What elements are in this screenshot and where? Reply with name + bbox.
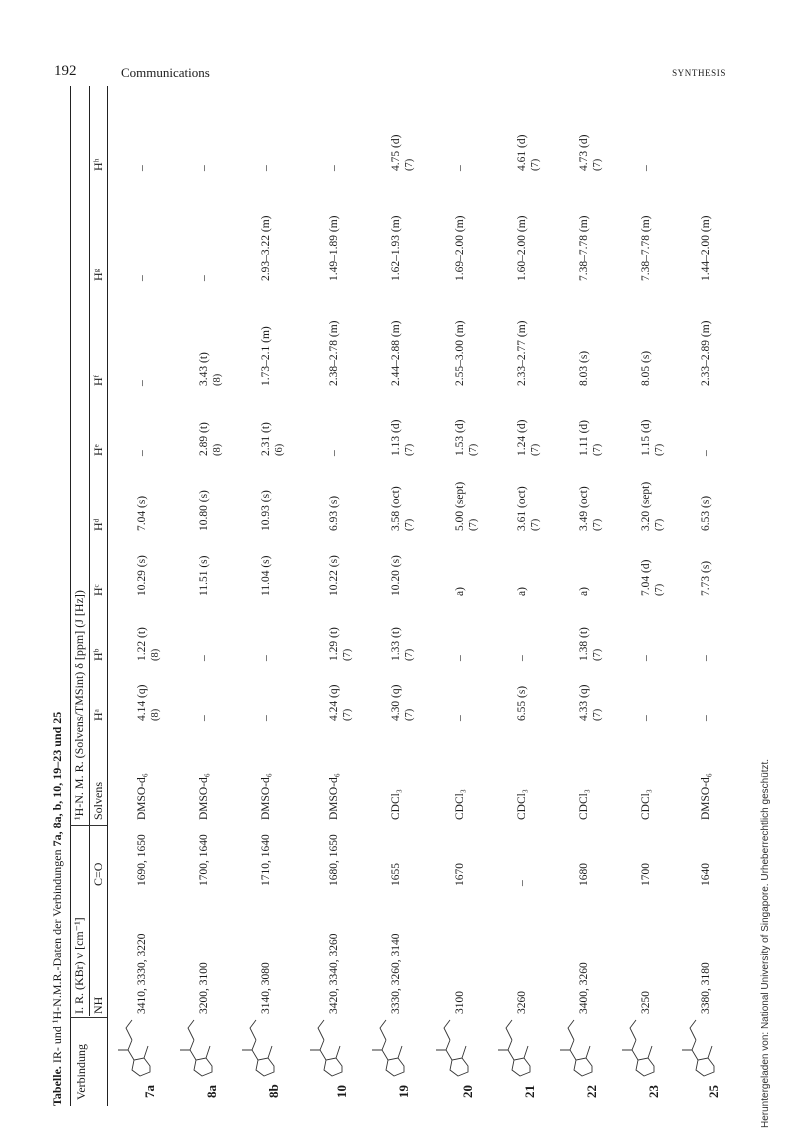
coupling-constant: (7): [654, 518, 665, 531]
coupling-constant: (7): [342, 708, 353, 721]
col-header-hg: Hᵍ: [91, 268, 105, 281]
coupling-constant: (7): [592, 648, 603, 661]
structure-diagram: [110, 1014, 160, 1080]
structure-diagram: [302, 1014, 352, 1080]
cell-he: [390, 420, 416, 456]
cell-solvens: [328, 773, 341, 820]
cell-hf: [578, 351, 591, 386]
compound-label: 7a: [142, 1085, 157, 1098]
cell-value: 6.55 (s): [516, 685, 528, 721]
cell-nh: [260, 962, 273, 1014]
cell-value: DMSO-d₆: [136, 773, 148, 820]
structure-diagram: [490, 1014, 540, 1080]
cell-hh: [640, 165, 653, 171]
col-header-hf: Hᶠ: [91, 374, 105, 386]
cell-hb: [328, 627, 354, 661]
coupling-constant: (7): [592, 158, 603, 171]
cell-value: 7.38–7.78 (m): [578, 215, 590, 281]
cell-ha: [640, 715, 653, 721]
cell-value: –: [260, 715, 272, 721]
cell-value: 1.11 (d): [578, 420, 590, 456]
cell-hb: [516, 655, 529, 661]
cell-value: –: [454, 715, 466, 721]
cell-he: [260, 422, 286, 456]
caption-label: Tabelle.: [50, 1066, 64, 1106]
cell-value: –: [260, 165, 272, 171]
cell-value: 1.44–2.00 (m): [700, 215, 712, 281]
structure-diagram: [674, 1014, 724, 1080]
cell-value: 3250: [640, 991, 652, 1014]
cell-solvens: [640, 789, 653, 820]
header-mid-rule: [89, 86, 90, 1016]
cell-value: –: [260, 655, 272, 661]
cell-value: 8.05 (s): [640, 350, 652, 386]
col-header-ha: Hᵃ: [91, 709, 105, 721]
cell-value: 1.53 (d): [454, 419, 466, 456]
structure-diagram: [172, 1014, 222, 1080]
coupling-constant: (7): [404, 518, 415, 531]
cell-value: DMSO-d₆: [700, 773, 712, 820]
cell-value: 3380, 3180: [700, 962, 712, 1014]
compound-label: 23: [646, 1085, 661, 1098]
cell-hf: [454, 321, 467, 386]
cell-value: –: [700, 450, 712, 456]
cell-value: 1700, 1640: [198, 834, 210, 886]
journal-section: Communications: [121, 65, 210, 80]
col-header-solvens: Solvens: [91, 781, 105, 820]
cell-value: 10.22 (s): [328, 555, 340, 596]
cell-value: 2.31 (t): [260, 422, 272, 456]
cell-value: –: [136, 450, 148, 456]
cell-he: [516, 420, 542, 456]
cell-hc: [390, 555, 403, 596]
coupling-constant: (7): [468, 443, 479, 456]
cell-value: 3.20 (sept): [640, 481, 652, 531]
col-header-hh: Hʰ: [91, 158, 105, 171]
cell-hg: [136, 275, 149, 281]
col-header-hc: Hᶜ: [91, 584, 105, 596]
cell-value: 2.38–2.78 (m): [328, 320, 340, 386]
coupling-constant: (7): [404, 708, 415, 721]
coupling-constant: (7): [592, 708, 603, 721]
page-number: 192: [54, 63, 77, 79]
cell-value: –: [198, 715, 210, 721]
cell-value: 1.22 (t): [136, 627, 148, 661]
cell-value: 3.49 (oct): [578, 486, 590, 531]
cell-co: [136, 834, 149, 886]
col-header-co: C=O: [91, 862, 105, 886]
cell-value: –: [700, 715, 712, 721]
cell-value: 1690, 1650: [136, 834, 148, 886]
cell-he: [454, 420, 480, 456]
cell-hf: [700, 321, 713, 386]
cell-value: 10.29 (s): [136, 555, 148, 596]
cell-hc: [136, 555, 149, 596]
cell-value: 7.04 (d): [640, 559, 652, 596]
journal-name: SYNTHESIS: [672, 68, 726, 78]
coupling-constant: (7): [342, 648, 353, 661]
cell-hd: [516, 486, 542, 531]
col-header-hd: Hᵈ: [91, 518, 105, 531]
cell-value: DMSO-d₆: [198, 773, 210, 820]
compound-label: 21: [522, 1085, 537, 1098]
cell-value: –: [454, 165, 466, 171]
col-header-ir: I. R. (KBr) ν [cm⁻¹]: [72, 917, 86, 1014]
cell-hd: [328, 496, 341, 531]
cell-value: 2.89 (t): [198, 422, 210, 456]
cell-value: –: [136, 165, 148, 171]
cell-nh: [578, 962, 591, 1014]
cell-co: [260, 834, 273, 886]
coupling-constant: (7): [530, 518, 541, 531]
cell-hd: [454, 482, 480, 531]
cell-value: 4.75 (d): [390, 134, 402, 171]
cell-value: 3200, 3100: [198, 962, 210, 1014]
cell-value: –: [198, 275, 210, 281]
cell-nh: [198, 962, 211, 1014]
cell-hc: [578, 587, 591, 596]
compound-label: 10: [334, 1085, 349, 1098]
cell-value: 2.55–3.00 (m): [454, 320, 466, 386]
cell-solvens: [516, 789, 529, 820]
cell-value: –: [516, 880, 528, 886]
cell-hh: [198, 165, 211, 171]
caption-text: IR- und ¹H-N.M.R.-Daten der Verbindungen: [50, 846, 64, 1067]
cell-ha: [578, 685, 604, 721]
compound-label: 22: [584, 1085, 599, 1098]
cell-he: [640, 420, 666, 456]
coupling-constant: (6): [274, 443, 285, 456]
cell-nh: [454, 991, 467, 1014]
cell-co: [640, 863, 653, 886]
structure-diagram: [364, 1014, 414, 1080]
cell-hh: [578, 135, 604, 171]
cell-value: 3420, 3340, 3260: [328, 933, 340, 1014]
cell-hf: [136, 380, 149, 386]
cell-value: –: [328, 165, 340, 171]
col-header-hb: Hᵇ: [91, 648, 105, 661]
coupling-constant: (8): [212, 373, 223, 386]
cell-hc: [454, 587, 467, 596]
cell-value: 1680: [578, 863, 590, 886]
coupling-constant: (7): [404, 158, 415, 171]
cell-value: –: [198, 165, 210, 171]
structure-diagram: [428, 1014, 478, 1080]
cell-value: 1.60–2.00 (m): [516, 215, 528, 281]
cell-ha: [700, 715, 713, 721]
cell-value: 7.04 (s): [136, 495, 148, 531]
col-header-nh: NH: [91, 996, 105, 1014]
cell-value: –: [454, 655, 466, 661]
cell-hf: [328, 321, 341, 386]
cell-hh: [454, 165, 467, 171]
cell-value: 6.53 (s): [700, 495, 712, 531]
cell-co: [700, 863, 713, 886]
cell-value: 4.73 (d): [578, 134, 590, 171]
col-header-nmr: ¹H-N. M. R. (Solvens/TMSint) δ [ppm] (J [Hz]): [72, 590, 86, 820]
cell-hc: [516, 587, 529, 596]
cell-value: 2.44–2.88 (m): [390, 320, 402, 386]
cell-co: [390, 863, 403, 886]
cell-ha: [328, 685, 354, 721]
col-header-he: Hᵉ: [91, 444, 105, 456]
cell-value: 2.33–2.77 (m): [516, 320, 528, 386]
cell-hb: [198, 655, 211, 661]
cell-hf: [390, 321, 403, 386]
cell-solvens: [198, 773, 211, 820]
cell-value: 1655: [390, 863, 402, 886]
cell-hc: [640, 560, 666, 596]
cell-solvens: [700, 773, 713, 820]
compound-label: 19: [396, 1085, 411, 1098]
cell-value: 4.33 (q): [578, 684, 590, 721]
cell-value: 8.03 (s): [578, 350, 590, 386]
cell-hd: [390, 486, 416, 531]
coupling-constant: (7): [404, 443, 415, 456]
header-bottom-rule: [107, 86, 108, 1106]
cell-value: 7.73 (s): [700, 560, 712, 596]
cell-value: 4.24 (q): [328, 684, 340, 721]
cell-hg: [328, 216, 341, 281]
cell-value: CDCl₃: [578, 789, 590, 820]
cell-value: 1.15 (d): [640, 419, 652, 456]
download-notice: Heruntergeladen von: National University of Singapore. Urheberrechtlich geschützt.: [760, 758, 771, 1128]
cell-hd: [640, 482, 666, 531]
coupling-constant: (7): [404, 648, 415, 661]
cell-nh: [700, 962, 713, 1014]
cell-value: 5.00 (sept): [454, 481, 466, 531]
cell-hc: [260, 556, 273, 596]
cell-nh: [390, 934, 403, 1015]
cell-ha: [516, 686, 529, 721]
cell-hg: [516, 216, 529, 281]
cell-value: 3.58 (oct): [390, 486, 402, 531]
structure-diagram: [614, 1014, 664, 1080]
structure-diagram: [234, 1014, 284, 1080]
cell-nh: [640, 991, 653, 1014]
cell-hg: [578, 216, 591, 281]
cell-value: DMSO-d₆: [260, 773, 272, 820]
cell-value: 2.33–2.89 (m): [700, 320, 712, 386]
cell-hd: [578, 486, 604, 531]
cell-co: [578, 863, 591, 886]
cell-value: a): [578, 587, 590, 596]
cell-value: 1.38 (t): [578, 627, 590, 661]
cell-nh: [328, 934, 341, 1015]
coupling-constant: (8): [212, 443, 223, 456]
cell-value: CDCl₃: [454, 789, 466, 820]
cell-hg: [390, 216, 403, 281]
cell-value: DMSO-d₆: [328, 773, 340, 820]
cell-value: 4.14 (q): [136, 684, 148, 721]
cell-value: a): [516, 587, 528, 596]
cell-value: 3260: [516, 991, 528, 1014]
cell-hg: [700, 216, 713, 281]
cell-hg: [640, 216, 653, 281]
cell-value: 2.93–3.22 (m): [260, 215, 272, 281]
cell-co: [328, 834, 341, 886]
cell-value: CDCl₃: [516, 789, 528, 820]
coupling-constant: (8): [150, 648, 161, 661]
cell-value: –: [136, 275, 148, 281]
cell-co: [516, 880, 529, 886]
cell-value: 3.43 (t): [198, 352, 210, 386]
cell-value: –: [198, 655, 210, 661]
cell-ha: [136, 685, 162, 721]
cell-he: [328, 450, 341, 456]
cell-hg: [260, 216, 273, 281]
cell-value: 3400, 3260: [578, 962, 590, 1014]
cell-value: 3100: [454, 991, 466, 1014]
cell-solvens: [260, 773, 273, 820]
cell-hc: [328, 555, 341, 596]
cell-hg: [454, 216, 467, 281]
cell-value: CDCl₃: [390, 789, 402, 820]
cell-hf: [260, 326, 273, 386]
col-header-verbindung: Verbindung: [74, 1044, 88, 1100]
cell-value: –: [640, 655, 652, 661]
table-caption: [50, 712, 65, 1106]
cell-value: –: [700, 655, 712, 661]
cell-hg: [198, 275, 211, 281]
cell-value: 1.13 (d): [390, 419, 402, 456]
cell-hf: [640, 351, 653, 386]
cell-value: 1.73–2.1 (m): [260, 326, 272, 386]
cell-hd: [700, 496, 713, 531]
cell-value: –: [136, 380, 148, 386]
cell-value: –: [516, 655, 528, 661]
coupling-constant: (7): [530, 158, 541, 171]
cell-hd: [136, 496, 149, 531]
cell-ha: [390, 685, 416, 721]
cell-value: 3140, 3080: [260, 962, 272, 1014]
cell-value: 1670: [454, 863, 466, 886]
cell-hb: [454, 655, 467, 661]
col-divider: [70, 1017, 107, 1018]
coupling-constant: (8): [150, 708, 161, 721]
cell-value: 3330, 3260, 3140: [390, 933, 402, 1014]
cell-value: 7.38–7.78 (m): [640, 215, 652, 281]
coupling-constant: (7): [468, 518, 479, 531]
cell-value: –: [640, 165, 652, 171]
structure-diagram: [552, 1014, 602, 1080]
cell-hd: [198, 490, 211, 531]
cell-value: 4.30 (q): [390, 684, 402, 721]
cell-value: 1710, 1640: [260, 834, 272, 886]
cell-value: 11.04 (s): [260, 555, 272, 596]
cell-he: [198, 422, 224, 456]
cell-value: 4.61 (d): [516, 134, 528, 171]
cell-hh: [136, 165, 149, 171]
cell-hb: [136, 627, 162, 661]
compound-label: 8b: [266, 1084, 281, 1098]
cell-value: 1.29 (t): [328, 627, 340, 661]
coupling-constant: (7): [654, 443, 665, 456]
col-divider: [70, 825, 107, 826]
cell-value: 11.51 (s): [198, 555, 210, 596]
cell-hf: [198, 352, 224, 386]
cell-value: 10.20 (s): [390, 555, 402, 596]
cell-hh: [328, 165, 341, 171]
rotated-table: [50, 86, 750, 1106]
cell-hb: [390, 627, 416, 661]
cell-hc: [700, 561, 713, 596]
cell-hh: [260, 165, 273, 171]
compound-label: 25: [706, 1085, 721, 1098]
cell-value: 3.61 (oct): [516, 486, 528, 531]
table-top-rule: [70, 86, 71, 1106]
cell-solvens: [136, 773, 149, 820]
cell-value: 10.80 (s): [198, 490, 210, 531]
cell-hf: [516, 321, 529, 386]
page-header: [0, 0, 795, 90]
coupling-constant: (7): [592, 443, 603, 456]
cell-solvens: [390, 789, 403, 820]
cell-value: 1.33 (t): [390, 627, 402, 661]
cell-solvens: [454, 789, 467, 820]
cell-ha: [260, 715, 273, 721]
cell-value: 1.24 (d): [516, 419, 528, 456]
cell-ha: [198, 715, 211, 721]
cell-value: –: [328, 450, 340, 456]
cell-hh: [516, 135, 542, 171]
cell-value: 3410, 3330, 3220: [136, 933, 148, 1014]
cell-value: –: [640, 715, 652, 721]
caption-compounds: 7a, 8a, b, 10, 19–23 und 25: [50, 711, 64, 847]
cell-value: a): [454, 587, 466, 596]
cell-hd: [260, 490, 273, 531]
coupling-constant: (7): [530, 443, 541, 456]
cell-value: 1680, 1650: [328, 834, 340, 886]
cell-he: [136, 450, 149, 456]
coupling-constant: (7): [592, 518, 603, 531]
cell-hc: [198, 556, 211, 596]
cell-value: CDCl₃: [640, 789, 652, 820]
compound-label: 20: [460, 1085, 475, 1098]
cell-nh: [516, 991, 529, 1014]
cell-solvens: [578, 789, 591, 820]
cell-value: 1.69–2.00 (m): [454, 215, 466, 281]
cell-co: [198, 834, 211, 886]
cell-ha: [454, 715, 467, 721]
cell-he: [700, 450, 713, 456]
cell-hb: [260, 655, 273, 661]
cell-value: 1.62–1.93 (m): [390, 215, 402, 281]
cell-he: [578, 420, 604, 456]
cell-hh: [390, 135, 416, 171]
cell-value: 1700: [640, 863, 652, 886]
compound-label: 8a: [204, 1085, 219, 1098]
cell-hb: [640, 655, 653, 661]
coupling-constant: (7): [654, 583, 665, 596]
cell-nh: [136, 934, 149, 1015]
cell-value: 10.93 (s): [260, 490, 272, 531]
cell-value: 6.93 (s): [328, 495, 340, 531]
cell-value: 1640: [700, 863, 712, 886]
cell-hb: [578, 627, 604, 661]
cell-hb: [700, 655, 713, 661]
cell-co: [454, 863, 467, 886]
cell-value: 1.49–1.89 (m): [328, 215, 340, 281]
